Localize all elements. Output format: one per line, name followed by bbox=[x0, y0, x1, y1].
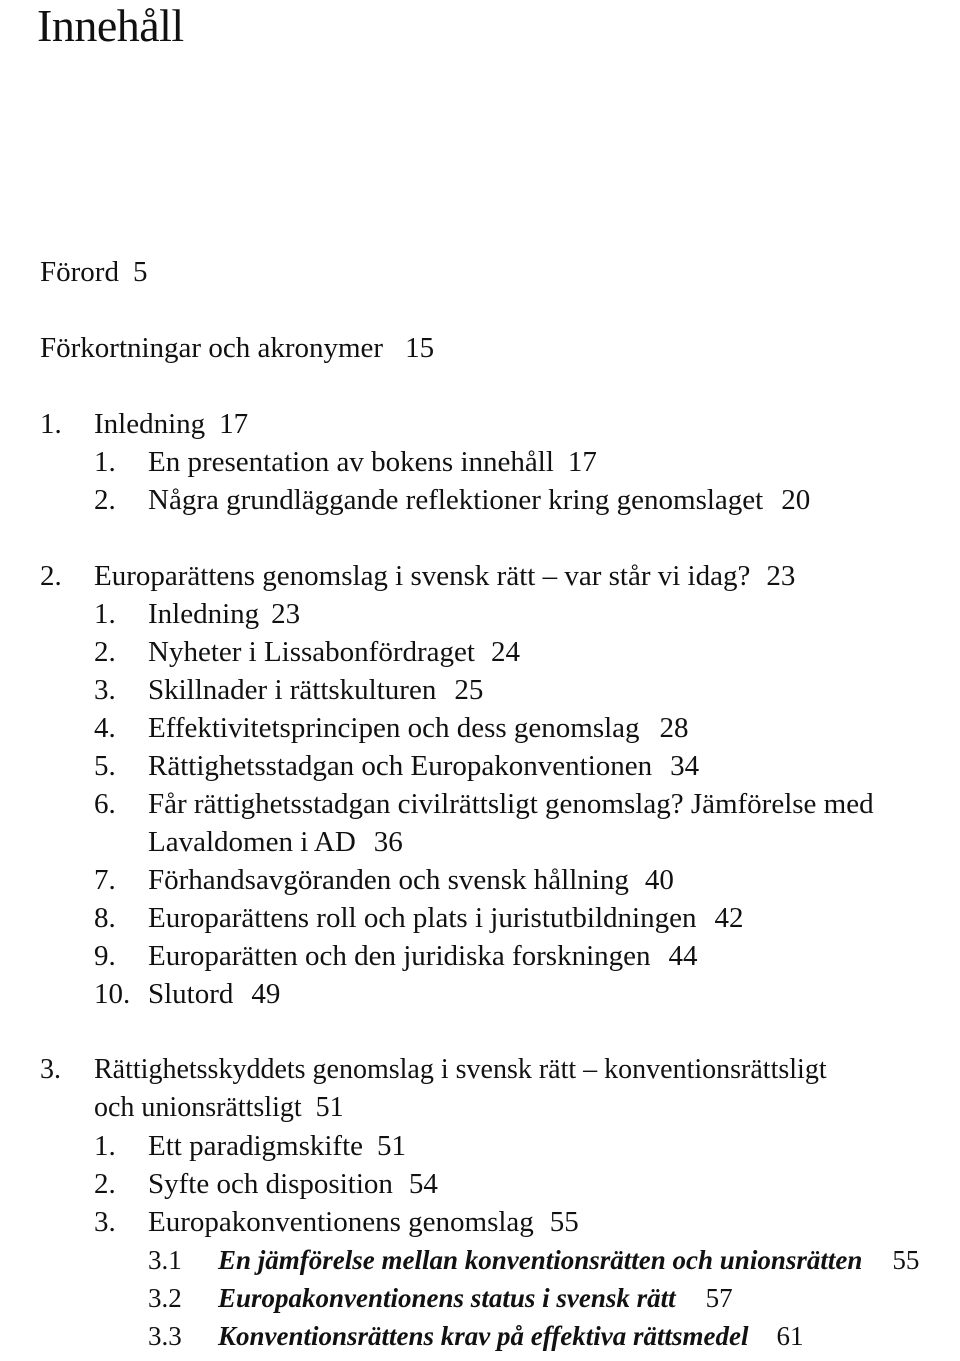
toc-entry-label: Europarättens roll och plats i juristutbildningen bbox=[148, 902, 697, 934]
toc-entry-title bbox=[148, 673, 483, 707]
toc-entry-title bbox=[148, 711, 689, 745]
toc-entry-label: och unionsrättsligt bbox=[94, 1092, 302, 1123]
toc-entry-label: Rättighetsstadgan och Europakonventionen bbox=[148, 750, 653, 782]
toc-entry-label: Rättighetsskyddets genomslag i svensk rätt – konventionsrättsligt bbox=[94, 1054, 827, 1085]
toc-entry-page: 42 bbox=[714, 902, 744, 934]
toc-entry-page: 34 bbox=[670, 750, 700, 782]
toc-entry-number: 3. bbox=[40, 1054, 61, 1085]
toc-entry-label: Förkortningar och akronymer bbox=[40, 332, 384, 364]
toc-entry-number: 10. bbox=[94, 978, 131, 1010]
toc-entry-number: 1. bbox=[94, 1130, 116, 1162]
toc-entry-page: 25 bbox=[454, 674, 484, 706]
toc-entry-label: Ett paradigmskifte bbox=[148, 1130, 364, 1162]
toc-entry-label: Europarättens genomslag i svensk rätt – var står vi idag? bbox=[94, 560, 751, 592]
toc-entry-label: Inledning bbox=[94, 408, 206, 440]
toc-entry-page: 15 bbox=[405, 332, 435, 364]
toc-entry-page: 28 bbox=[659, 712, 689, 744]
toc-entry-label: Slutord bbox=[148, 978, 234, 1010]
toc-entry-title bbox=[218, 1319, 803, 1353]
toc-entry-title bbox=[148, 939, 698, 973]
toc-entry-number: 7. bbox=[94, 864, 116, 896]
toc-entry-page: 57 bbox=[705, 1283, 733, 1313]
toc-entry-title bbox=[148, 1205, 579, 1239]
toc-entry-number: 1. bbox=[94, 598, 116, 630]
toc-entry-title bbox=[148, 787, 874, 821]
toc-entry-label: Europakonventionens status i svensk rätt bbox=[218, 1283, 676, 1313]
toc-entry-title bbox=[148, 749, 699, 783]
toc-entry-title bbox=[148, 977, 280, 1011]
toc-entry-number: 2. bbox=[40, 560, 62, 592]
toc-entry-title bbox=[94, 407, 248, 441]
toc-entry-label: Europarätten och den juridiska forskningen bbox=[148, 940, 651, 972]
toc-entry-label: Förhandsavgöranden och svensk hållning bbox=[148, 864, 629, 896]
toc-entry-title bbox=[148, 863, 674, 897]
toc-entry-title bbox=[148, 483, 810, 517]
toc-entry-title bbox=[148, 635, 520, 669]
toc-entry-label: Effektivitetsprincipen och dess genomslag bbox=[148, 712, 640, 744]
toc-entry-number: 3. bbox=[94, 1206, 116, 1238]
toc-entry-title bbox=[94, 1091, 344, 1125]
page-title: Innehåll bbox=[37, 0, 184, 51]
toc-entry-label: Skillnader i rättskulturen bbox=[148, 674, 437, 706]
toc-entry-page: 51 bbox=[315, 1092, 344, 1123]
toc-entry-label: Lavaldomen i AD bbox=[148, 826, 356, 858]
toc-entry-label: Inledning bbox=[148, 598, 260, 630]
toc-entry-number: 3.1 bbox=[148, 1245, 182, 1275]
toc-entry-number: 2. bbox=[94, 636, 116, 668]
toc-entry-number: 3. bbox=[94, 674, 116, 706]
toc-entry-label: En presentation av bokens innehåll bbox=[148, 446, 554, 478]
toc-entry-number: 2. bbox=[94, 484, 116, 516]
toc-entry-label: En jämförelse mellan konventionsrätten och unionsrätten bbox=[218, 1245, 863, 1275]
toc-entry-title bbox=[148, 597, 300, 631]
toc-entry-title bbox=[148, 825, 403, 859]
toc-entry-number: 6. bbox=[94, 788, 116, 820]
toc-entry-page: 49 bbox=[251, 978, 281, 1010]
toc-entry-label: Får rättighetsstadgan civilrättsligt genomslag? Jämförelse med bbox=[148, 788, 874, 820]
toc-entry-number: 9. bbox=[94, 940, 116, 972]
toc-entry-number: 3.2 bbox=[148, 1283, 182, 1313]
toc-entry-page: 24 bbox=[490, 636, 520, 668]
toc-entry-label: Förord bbox=[40, 256, 119, 288]
toc-entry-title bbox=[218, 1243, 919, 1277]
toc-entry-label: Nyheter i Lissabonfördraget bbox=[148, 636, 475, 668]
toc-entry-title bbox=[148, 1167, 438, 1201]
toc-entry-label: Syfte och disposition bbox=[148, 1168, 393, 1200]
toc-entry-title bbox=[148, 1129, 406, 1163]
toc-entry-title bbox=[148, 901, 743, 935]
toc-entry-page: 61 bbox=[776, 1321, 804, 1351]
toc-entry-number: 4. bbox=[94, 712, 116, 744]
toc-entry-title bbox=[40, 255, 147, 289]
toc-entry-label: Konventionsrättens krav på effektiva rättsmedel bbox=[218, 1321, 749, 1351]
toc-entry-title bbox=[94, 1053, 827, 1087]
toc-entry-label: Några grundläggande reflektioner kring genomslaget bbox=[148, 484, 764, 516]
toc-entry-page: 36 bbox=[373, 826, 403, 858]
toc-entry-number: 2. bbox=[94, 1168, 116, 1200]
toc-entry-title bbox=[148, 445, 597, 479]
toc-entry-page: 44 bbox=[668, 940, 698, 972]
toc-entry-title bbox=[218, 1281, 733, 1315]
toc-entry-page: 55 bbox=[549, 1206, 579, 1238]
toc-entry-page: 5 bbox=[132, 256, 148, 288]
toc-entry-number: 8. bbox=[94, 902, 116, 934]
toc-entry-title bbox=[94, 559, 795, 593]
toc-entry-page: 20 bbox=[781, 484, 811, 516]
toc-entry-label: Europakonventionens genomslag bbox=[148, 1206, 534, 1238]
toc-entry-number: 3.3 bbox=[148, 1321, 182, 1351]
toc-entry-page: 54 bbox=[408, 1168, 438, 1200]
toc-entry-page: 55 bbox=[892, 1245, 920, 1275]
toc-entry-page: 51 bbox=[377, 1130, 407, 1162]
toc-entry-page: 40 bbox=[644, 864, 674, 896]
toc-entry-number: 1. bbox=[94, 446, 116, 478]
toc-entry-page: 23 bbox=[766, 560, 796, 592]
toc-entry-page: 23 bbox=[271, 598, 301, 630]
toc-entry-number: 1. bbox=[40, 408, 62, 440]
toc-entry-page: 17 bbox=[567, 446, 597, 478]
toc-entry-title bbox=[40, 331, 434, 365]
toc-entry-page: 17 bbox=[219, 408, 249, 440]
toc-entry-number: 5. bbox=[94, 750, 116, 782]
